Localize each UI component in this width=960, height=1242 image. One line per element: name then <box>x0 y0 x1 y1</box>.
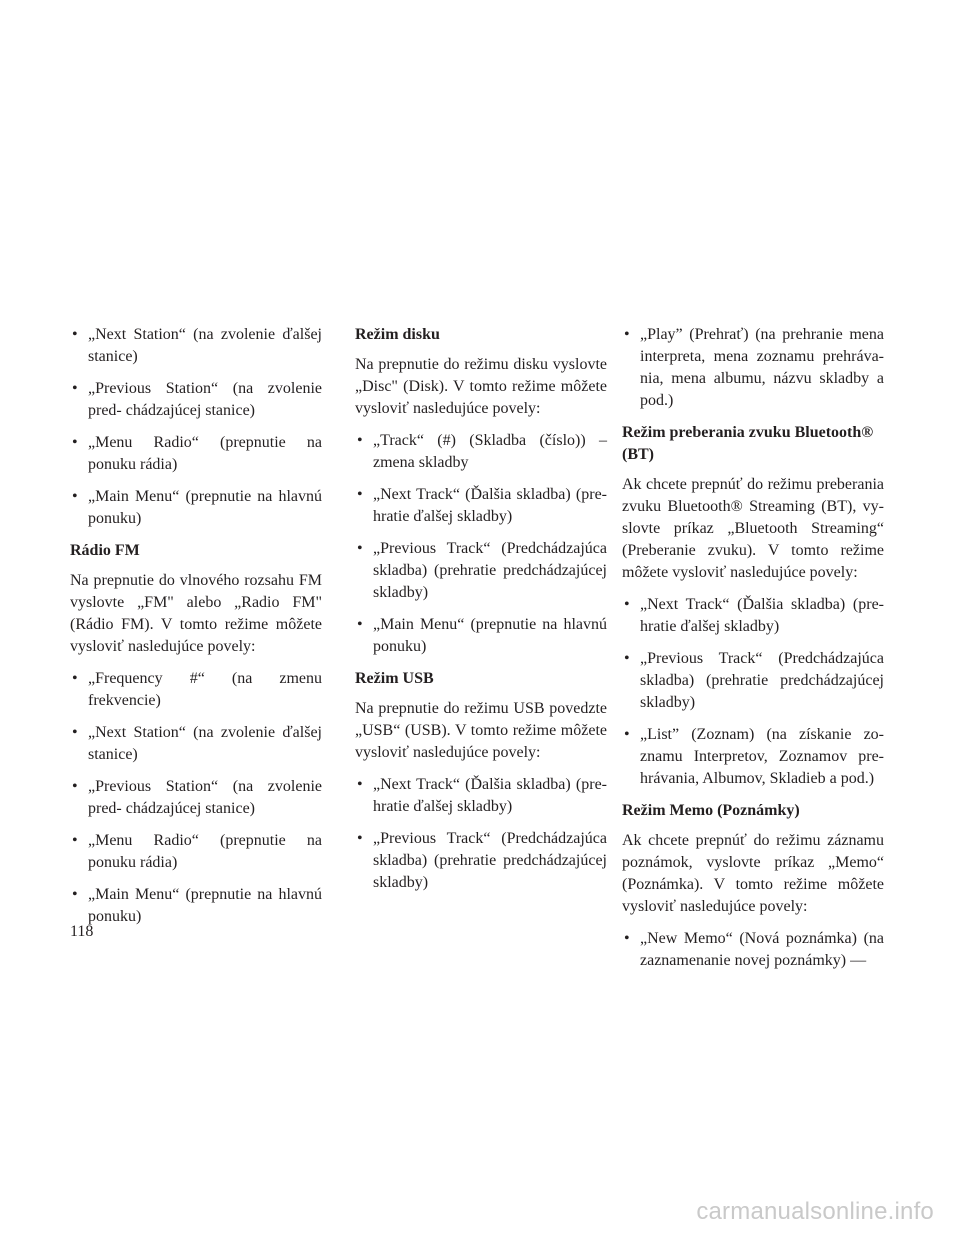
list-item <box>355 430 607 474</box>
column-left <box>70 324 322 938</box>
list-item-text: • „Next Track“ (Ďalšia skladba) (pre- hratie ďalšej skladby) <box>640 596 884 635</box>
list-item-text: • „Previous Track“ (Predchádzajúca skladba) (prehratie predchádzajúcej skladby) <box>373 540 607 601</box>
list-item <box>622 648 884 714</box>
list-item-text: • „Next Track“ (Ďalšia skladba) (pre- hratie ďalšej skladby) <box>373 486 607 525</box>
column-middle <box>355 324 607 904</box>
list-item <box>70 486 322 530</box>
list-item <box>355 828 607 894</box>
column-right <box>622 324 884 982</box>
list-item <box>70 884 322 928</box>
paragraph-disc: Na prepnutie do režimu disku vyslovte „Disc" (Disk). V tomto režime môžete vysloviť nasledujúce povely: <box>355 356 607 417</box>
list-item-text: • „Previous Station“ (na zvolenie pred- chádzajúcej stanice) <box>88 380 322 419</box>
list-item <box>70 830 322 874</box>
list-item <box>355 538 607 604</box>
list-item-text: • „Next Station“ (na zvolenie ďalšej stanice) <box>88 326 322 365</box>
list-item-text: • „Next Track“ (Ďalšia skladba) (pre- hratie ďalšej skladby) <box>373 776 607 815</box>
list-item <box>355 774 607 818</box>
list-item <box>355 614 607 658</box>
section-heading-memo: Režim Memo (Poznámky) <box>622 802 800 819</box>
list-item-text: • „Play” (Prehrať) (na prehranie mena interpreta, mena zoznamu prehráva- nia, mena albumu, názvu skladby a pod.) <box>640 326 884 409</box>
list-item-text: • „Menu Radio“ (prepnutie na ponuku rádia) <box>88 434 322 473</box>
list-item-text: • „Menu Radio“ (prepnutie na ponuku rádia) <box>88 832 322 871</box>
section-heading-disc: Režim disku <box>355 326 440 343</box>
watermark-text: carmanualsonline.info <box>696 1198 934 1225</box>
list-item <box>622 928 884 972</box>
list-item-text: • „Previous Track“ (Predchádzajúca skladba) (prehratie predchádzajúcej skladby) <box>640 650 884 711</box>
list-item <box>622 724 884 790</box>
list-item-text: • „Main Menu“ (prepnutie na hlavnú ponuku) <box>88 488 322 527</box>
paragraph-memo: Ak chcete prepnúť do režimu záznamu poznámok, vyslovte príkaz „Memo“ (Poznámka). V tomto režime môžete vysloviť nasledujúce povely: <box>622 832 884 915</box>
list-item-text: • „New Memo“ (Nová poznámka) (na zaznamenanie novej poznámky) — <box>640 930 884 969</box>
page-number: 118 <box>70 923 94 940</box>
list-item <box>70 668 322 712</box>
list-item <box>622 594 884 638</box>
list-item-text: • „Previous Track“ (Predchádzajúca skladba) (prehratie predchádzajúcej skladby) <box>373 830 607 891</box>
list-item <box>70 324 322 368</box>
list-item <box>70 432 322 476</box>
paragraph-usb: Na prepnutie do režimu USB povedzte „USB“ (USB). V tomto režime môžete vysloviť nasledujúce povely: <box>355 700 607 761</box>
list-item <box>622 324 884 412</box>
paragraph-bluetooth: Ak chcete prepnúť do režimu preberania zvuku Bluetooth® Streaming (BT), vy- slovte príkaz „Bluetooth Streaming“ (Preberanie zvuku). V tomto režime môžete vysloviť nasledujúce povely: <box>622 476 884 581</box>
list-item-text: • „Main Menu“ (prepnutie na hlavnú ponuku) <box>88 886 322 925</box>
list-item-text: • „Previous Station“ (na zvolenie pred- chádzajúcej stanice) <box>88 778 322 817</box>
list-item-text: • „Frequency #“ (na zmenu frekvencie) <box>88 670 322 709</box>
section-heading-bluetooth: Režim preberania zvuku Bluetooth® (BT) <box>622 424 874 463</box>
list-item <box>355 484 607 528</box>
list-item-text: • „Main Menu“ (prepnutie na hlavnú ponuku) <box>373 616 607 655</box>
section-heading-fm: Rádio FM <box>70 542 140 559</box>
list-item <box>70 722 322 766</box>
paragraph-fm: Na prepnutie do vlnového rozsahu FM vyslovte „FM" alebo „Radio FM" (Rádio FM). V tomto režime môžete vysloviť nasledujúce povely: <box>70 572 322 655</box>
list-item-text: • „Next Station“ (na zvolenie ďalšej stanice) <box>88 724 322 763</box>
list-item <box>70 378 322 422</box>
section-heading-usb: Režim USB <box>355 670 434 687</box>
list-item-text: • „List” (Zoznam) (na získanie zo- znamu Interpretov, Zoznamov pre- hrávania, Albumov, Skladieb a pod.) <box>640 726 884 787</box>
list-item <box>70 776 322 820</box>
list-item-text: • „Track“ (#) (Skladba (číslo)) – zmena skladby <box>373 432 607 471</box>
